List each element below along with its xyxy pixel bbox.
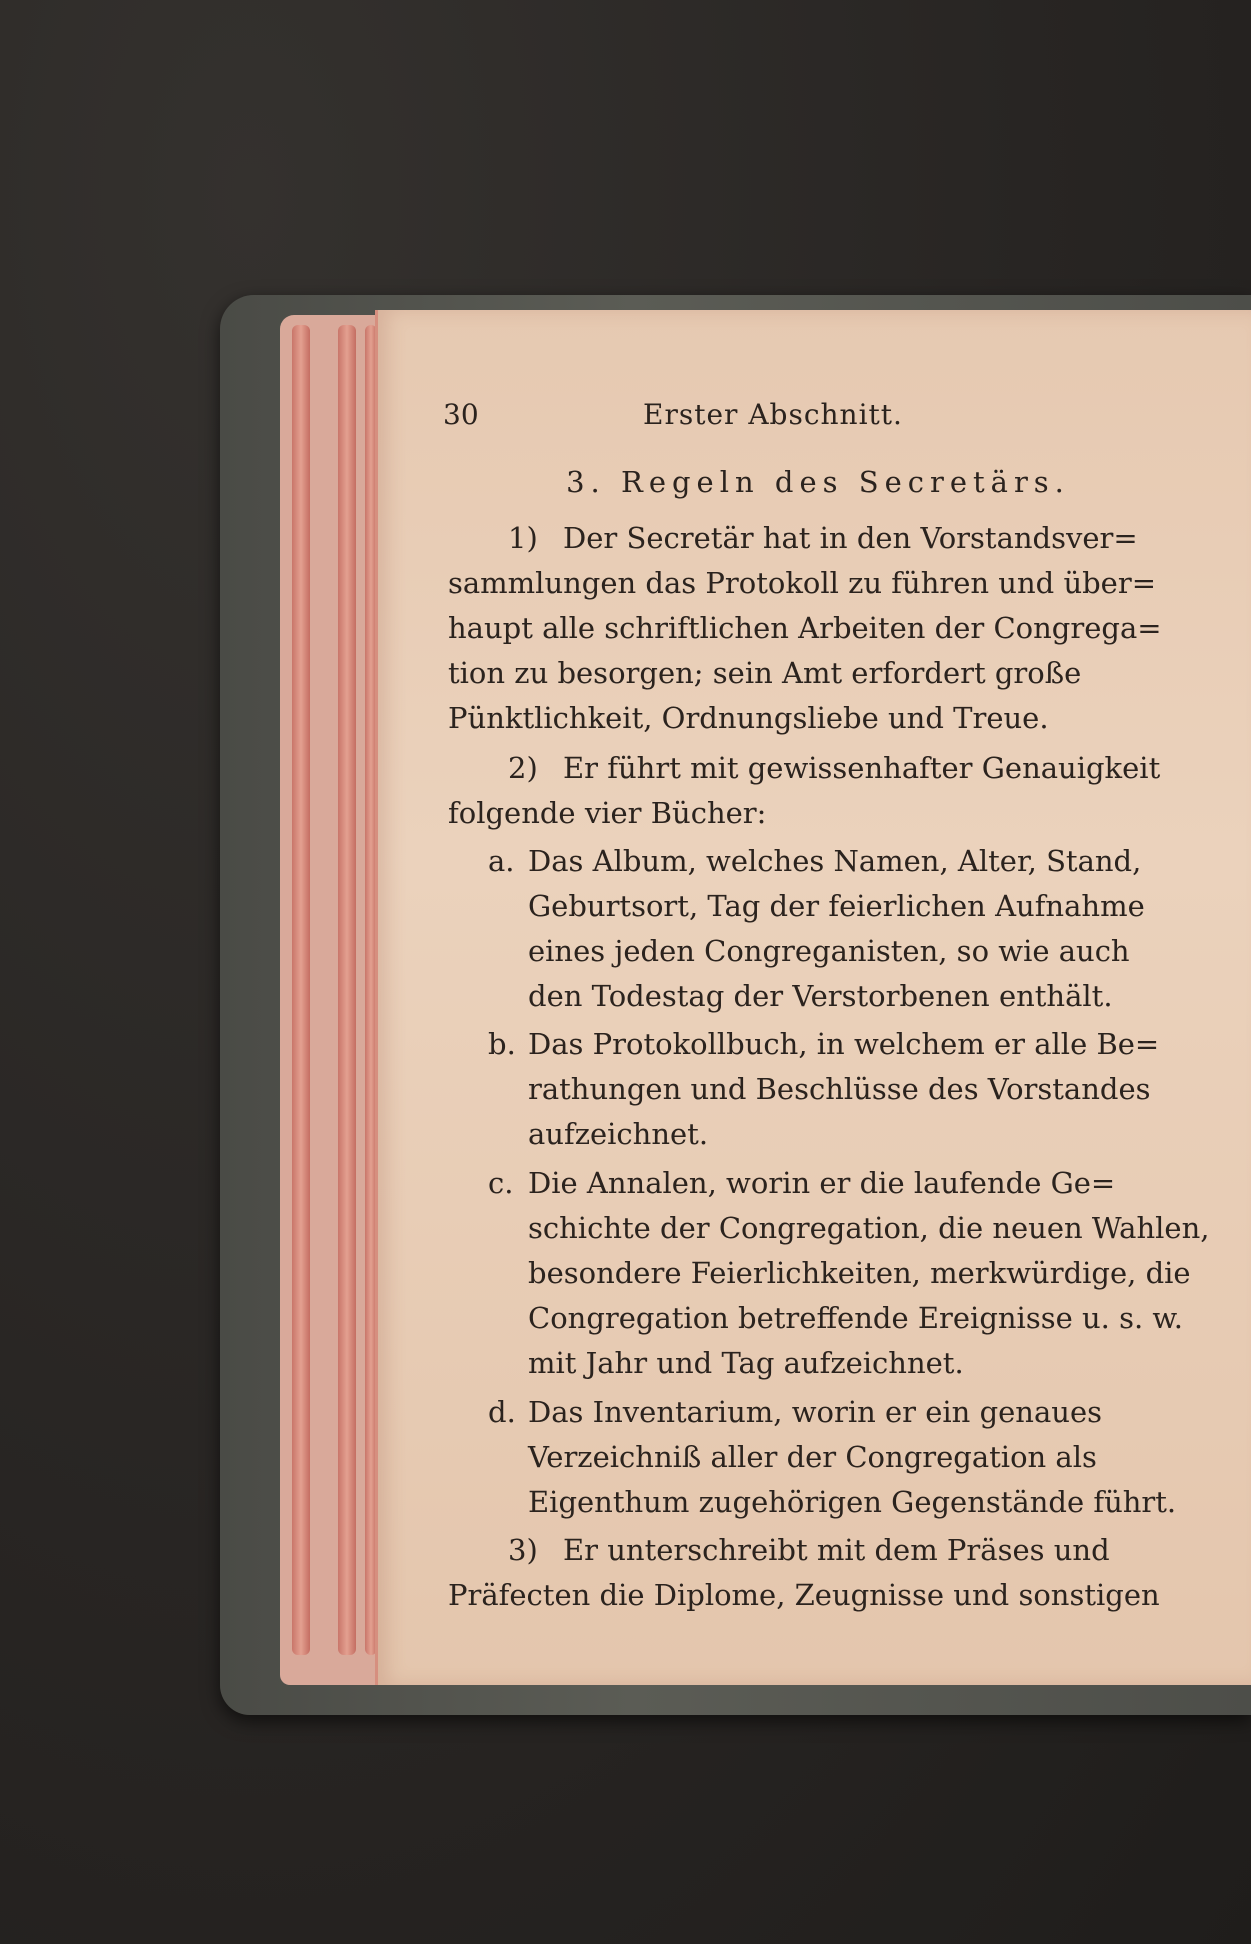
text-line: Das Inventarium, worin er ein genaues [528,1395,1102,1429]
text-line: Er führt mit gewissenhafter Genauigkeit [563,751,1161,785]
text-line: mit Jahr und Tag aufzeichnet. [528,1346,964,1380]
text-line: besondere Feierlichkeiten, merkwürdige, die [528,1256,1191,1290]
text-line: Geburtsort, Tag der feierlichen Aufnahme [528,889,1145,923]
text-line: folgende vier Bücher: [448,796,767,830]
paragraph-number: 1) [508,521,538,555]
item-label: a. [488,844,515,878]
text-line: Der Secretär hat in den Vorstandsver= [563,521,1138,555]
red-page-edge [292,325,310,1655]
paragraph-number: 2) [508,751,538,785]
book-page [375,310,1251,1685]
section-title: 3. Regeln des Secretärs. [566,465,1070,499]
text-line: Eigenthum zugehörigen Gegenstände führt. [528,1485,1177,1519]
item-label: d. [488,1395,516,1429]
text-line: tion zu besorgen; sein Amt erfordert große [448,656,1082,690]
page-header [378,398,1251,438]
text-line: Das Album, welches Namen, Alter, Stand, [528,844,1142,878]
text-line: Er unterschreibt mit dem Präses und [563,1533,1110,1567]
page-number: 30 [443,398,479,431]
open-book [220,265,1251,1715]
text-line: eines jeden Congreganisten, so wie auch [528,934,1130,968]
text-line: Congregation betreffende Ereignisse u. s. w. [528,1301,1184,1335]
red-page-edge [338,325,356,1655]
text-line: Verzeichniß aller der Congregation als [528,1440,1097,1474]
item-label: c. [488,1166,514,1200]
item-label: b. [488,1027,516,1061]
text-line: Die Annalen, worin er die laufende Ge= [528,1166,1116,1200]
text-line: Präfecten die Diplome, Zeugnisse und sonstigen [448,1578,1160,1612]
text-line: aufzeichnet. [528,1117,709,1151]
text-line: Das Protokollbuch, in welchem er alle Be= [528,1027,1160,1061]
text-line: rathungen und Beschlüsse des Vorstandes [528,1072,1151,1106]
text-line: haupt alle schriftlichen Arbeiten der Congrega= [448,611,1162,645]
paragraph-number: 3) [508,1533,538,1567]
text-line: schichte der Congregation, die neuen Wahlen, [528,1211,1210,1245]
text-line: sammlungen das Protokoll zu führen und über= [448,566,1157,600]
page-text [378,310,1251,1685]
text-line: Pünktlichkeit, Ordnungsliebe und Treue. [448,701,1049,735]
text-line: den Todestag der Verstorbenen enthält. [528,979,1113,1013]
running-head: Erster Abschnitt. [643,398,903,431]
